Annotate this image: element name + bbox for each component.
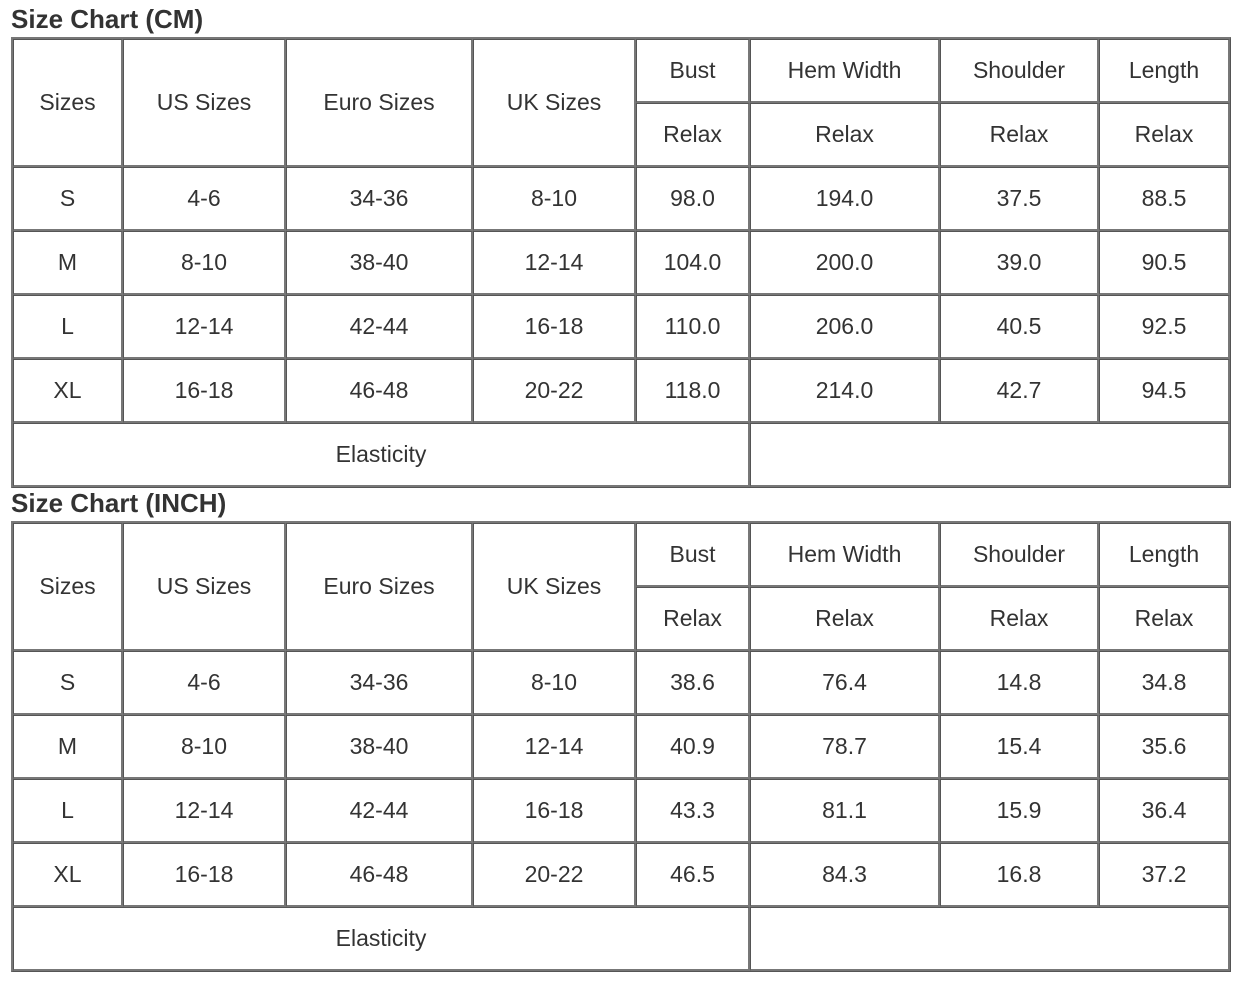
- header-cell-hem-width: Hem Width: [750, 523, 940, 587]
- cell-length: 94.5: [1099, 359, 1230, 423]
- header-cell-length: Length: [1099, 523, 1230, 587]
- cell-size: S: [13, 651, 123, 715]
- elasticity-label: Elasticity: [13, 423, 750, 487]
- cell-length: 35.6: [1099, 715, 1230, 779]
- cell-euro-size: 34-36: [286, 167, 473, 231]
- cell-length: 34.8: [1099, 651, 1230, 715]
- header-cell-uk-sizes: UK Sizes: [473, 523, 636, 651]
- cell-bust: 118.0: [636, 359, 750, 423]
- cell-us-size: 12-14: [123, 779, 286, 843]
- header-cell-euro-sizes: Euro Sizes: [286, 39, 473, 167]
- subheader-cell-fit: Relax: [750, 103, 940, 167]
- cell-shoulder: 15.4: [940, 715, 1099, 779]
- header-cell-length: Length: [1099, 39, 1230, 103]
- cell-size: XL: [13, 359, 123, 423]
- cell-length: 36.4: [1099, 779, 1230, 843]
- header-cell-shoulder: Shoulder: [940, 39, 1099, 103]
- elasticity-label: Elasticity: [13, 907, 750, 971]
- cell-bust: 38.6: [636, 651, 750, 715]
- header-cell-bust: Bust: [636, 39, 750, 103]
- header-cell-sizes: Sizes: [13, 523, 123, 651]
- subheader-cell-fit: Relax: [1099, 103, 1230, 167]
- cell-uk-size: 16-18: [473, 295, 636, 359]
- cell-uk-size: 12-14: [473, 231, 636, 295]
- cell-hem-width: 84.3: [750, 843, 940, 907]
- cell-hem-width: 81.1: [750, 779, 940, 843]
- cell-us-size: 4-6: [123, 651, 286, 715]
- cell-length: 88.5: [1099, 167, 1230, 231]
- cell-bust: 104.0: [636, 231, 750, 295]
- cell-us-size: 12-14: [123, 295, 286, 359]
- subheader-cell-fit: Relax: [636, 587, 750, 651]
- size-chart-inch-title: Size Chart (INCH): [11, 488, 227, 518]
- cell-euro-size: 38-40: [286, 715, 473, 779]
- cell-shoulder: 37.5: [940, 167, 1099, 231]
- cell-hem-width: 78.7: [750, 715, 940, 779]
- cell-bust: 40.9: [636, 715, 750, 779]
- cell-euro-size: 42-44: [286, 295, 473, 359]
- cell-size: L: [13, 779, 123, 843]
- elasticity-value: [750, 907, 1230, 971]
- table-row: [13, 167, 1230, 231]
- subheader-cell-fit: Relax: [940, 587, 1099, 651]
- cell-size: M: [13, 231, 123, 295]
- cell-bust: 46.5: [636, 843, 750, 907]
- subheader-cell-fit: Relax: [750, 587, 940, 651]
- cell-hem-width: 206.0: [750, 295, 940, 359]
- subheader-cell-fit: Relax: [940, 103, 1099, 167]
- cell-shoulder: 16.8: [940, 843, 1099, 907]
- header-cell-bust: Bust: [636, 523, 750, 587]
- cell-shoulder: 14.8: [940, 651, 1099, 715]
- cell-hem-width: 200.0: [750, 231, 940, 295]
- header-row: [13, 39, 1230, 103]
- cell-us-size: 8-10: [123, 231, 286, 295]
- header-cell-us-sizes: US Sizes: [123, 39, 286, 167]
- table-row: [13, 715, 1230, 779]
- cell-shoulder: 42.7: [940, 359, 1099, 423]
- cell-euro-size: 46-48: [286, 843, 473, 907]
- elasticity-row: [13, 423, 1230, 487]
- table-row: [13, 231, 1230, 295]
- header-cell-uk-sizes: UK Sizes: [473, 39, 636, 167]
- cell-length: 92.5: [1099, 295, 1230, 359]
- header-cell-us-sizes: US Sizes: [123, 523, 286, 651]
- header-cell-shoulder: Shoulder: [940, 523, 1099, 587]
- cell-bust: 43.3: [636, 779, 750, 843]
- size-chart-inch-table: [11, 521, 1231, 972]
- cell-uk-size: 8-10: [473, 651, 636, 715]
- cell-bust: 110.0: [636, 295, 750, 359]
- cell-us-size: 4-6: [123, 167, 286, 231]
- size-chart-cm-table: [11, 37, 1231, 488]
- header-cell-euro-sizes: Euro Sizes: [286, 523, 473, 651]
- table-row: [13, 295, 1230, 359]
- cell-hem-width: 194.0: [750, 167, 940, 231]
- cell-length: 37.2: [1099, 843, 1230, 907]
- cell-size: L: [13, 295, 123, 359]
- subheader-cell-fit: Relax: [636, 103, 750, 167]
- cell-hem-width: 76.4: [750, 651, 940, 715]
- cell-euro-size: 46-48: [286, 359, 473, 423]
- cell-euro-size: 42-44: [286, 779, 473, 843]
- elasticity-row: [13, 907, 1230, 971]
- cell-uk-size: 8-10: [473, 167, 636, 231]
- cell-length: 90.5: [1099, 231, 1230, 295]
- cell-euro-size: 34-36: [286, 651, 473, 715]
- header-cell-hem-width: Hem Width: [750, 39, 940, 103]
- cell-shoulder: 40.5: [940, 295, 1099, 359]
- cell-hem-width: 214.0: [750, 359, 940, 423]
- elasticity-value: [750, 423, 1230, 487]
- cell-size: M: [13, 715, 123, 779]
- cell-us-size: 8-10: [123, 715, 286, 779]
- table-row: [13, 843, 1230, 907]
- cell-size: S: [13, 167, 123, 231]
- cell-uk-size: 20-22: [473, 359, 636, 423]
- subheader-cell-fit: Relax: [1099, 587, 1230, 651]
- cell-size: XL: [13, 843, 123, 907]
- cell-us-size: 16-18: [123, 843, 286, 907]
- cell-shoulder: 39.0: [940, 231, 1099, 295]
- table-row: [13, 651, 1230, 715]
- table-row: [13, 779, 1230, 843]
- header-row: [13, 523, 1230, 587]
- cell-shoulder: 15.9: [940, 779, 1099, 843]
- cell-uk-size: 12-14: [473, 715, 636, 779]
- cell-uk-size: 16-18: [473, 779, 636, 843]
- header-cell-sizes: Sizes: [13, 39, 123, 167]
- cell-euro-size: 38-40: [286, 231, 473, 295]
- table-row: [13, 359, 1230, 423]
- cell-bust: 98.0: [636, 167, 750, 231]
- size-chart-cm-title: Size Chart (CM): [11, 4, 204, 34]
- cell-uk-size: 20-22: [473, 843, 636, 907]
- cell-us-size: 16-18: [123, 359, 286, 423]
